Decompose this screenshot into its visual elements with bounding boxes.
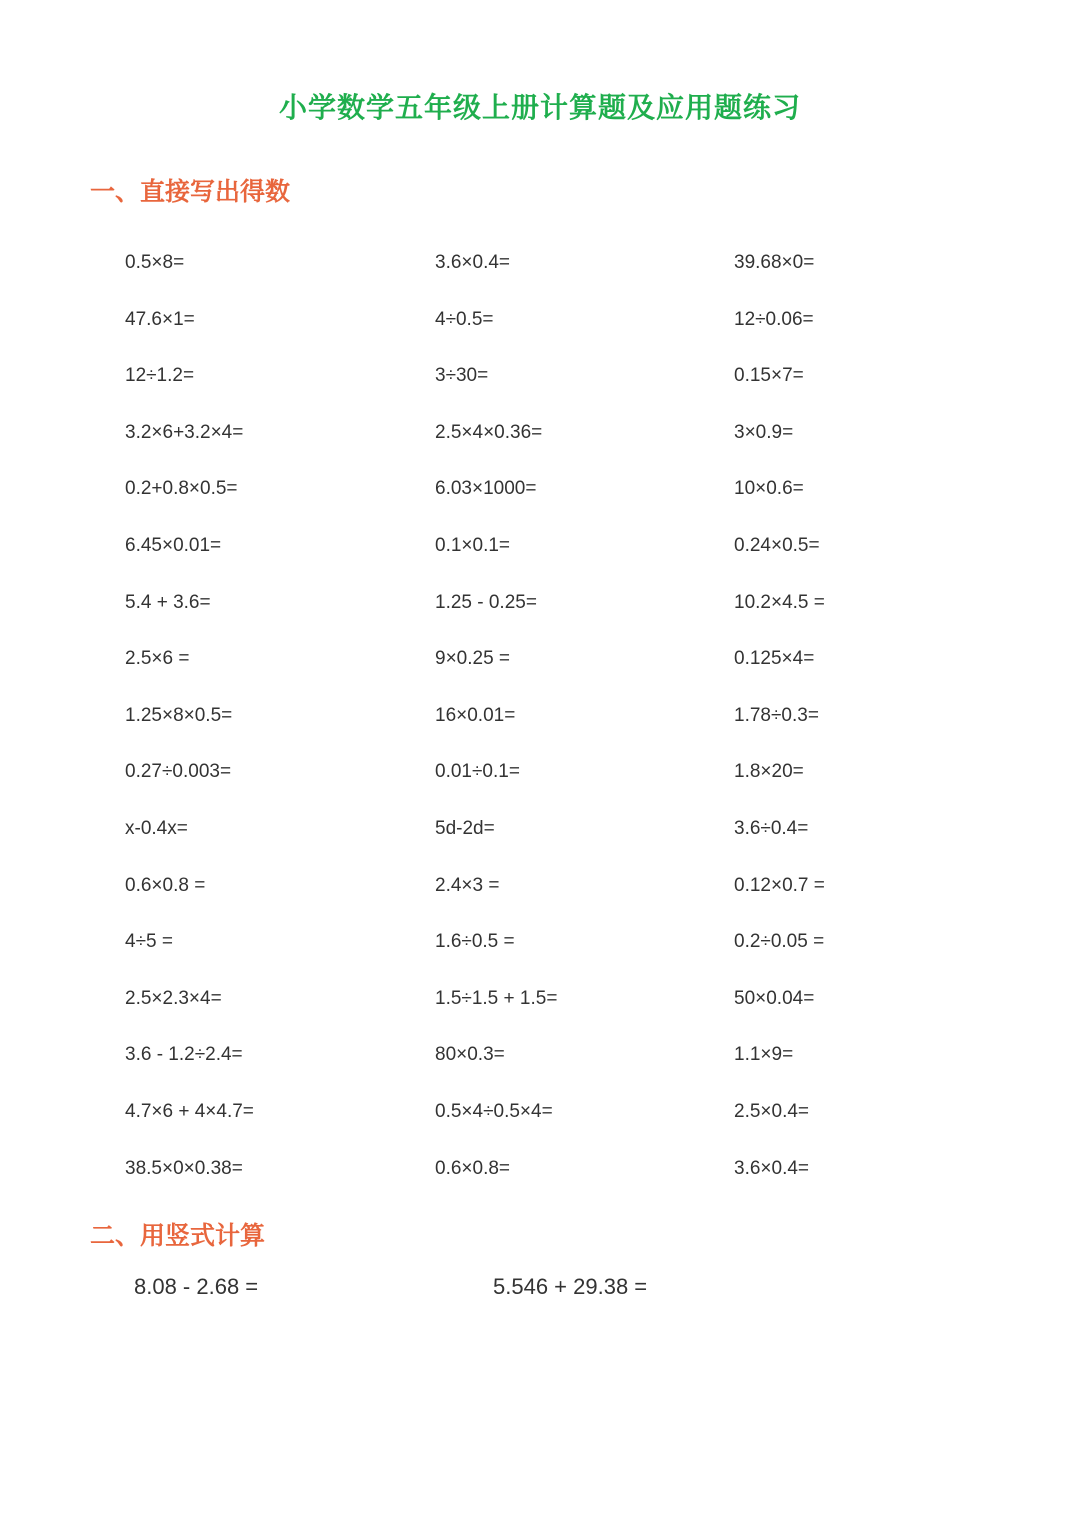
problem-row	[0, 1101, 1080, 1158]
problem-item: 3.6×0.4=	[734, 1157, 810, 1179]
problem-item: 0.5×4÷0.5×4=	[435, 1100, 553, 1122]
mental-math-grid	[0, 252, 1080, 1214]
problem-item: 0.2+0.8×0.5=	[125, 478, 238, 500]
problem-item: 1.25 - 0.25=	[435, 591, 537, 613]
problem-item: 0.2÷0.05 =	[734, 931, 825, 953]
vertical-problem: 5.546 + 29.38 =	[493, 1274, 648, 1299]
problem-item: 0.5×8=	[125, 252, 185, 273]
problem-item: 0.6×0.8 =	[125, 874, 206, 896]
problem-item: 2.4×3 =	[435, 874, 500, 896]
problem-item: 4÷0.5=	[435, 308, 494, 330]
problem-item: 4÷5 =	[125, 931, 173, 953]
problem-item: 0.6×0.8=	[435, 1157, 511, 1179]
problem-item: 6.45×0.01=	[125, 534, 222, 556]
problem-item: 0.1×0.1=	[435, 534, 511, 556]
problem-item: 10.2×4.5 =	[734, 591, 825, 613]
problem-item: 2.5×6 =	[125, 648, 190, 670]
problem-item: 9×0.25 =	[435, 648, 511, 670]
problem-item: 1.78÷0.3=	[734, 704, 819, 726]
problem-item: 50×0.04=	[734, 987, 815, 1009]
problem-row	[0, 931, 1080, 988]
problem-item: 10×0.6=	[734, 478, 804, 500]
problem-row	[0, 252, 1080, 309]
problem-item: 16×0.01=	[435, 704, 516, 726]
section-heading-direct-answers: 一、直接写出得数	[90, 177, 291, 206]
problem-item: 1.1×9=	[734, 1044, 794, 1066]
problem-item: 0.12×0.7 =	[734, 874, 825, 896]
section-heading-vertical-calculation: 二、用竖式计算	[90, 1221, 266, 1250]
problem-row	[0, 365, 1080, 422]
problem-row	[0, 818, 1080, 875]
problem-row	[0, 705, 1080, 762]
problem-row	[0, 648, 1080, 705]
problem-item: 0.125×4=	[734, 648, 815, 670]
problem-item: 2.5×2.3×4=	[125, 987, 222, 1009]
problem-row	[0, 988, 1080, 1045]
problem-item: 0.15×7=	[734, 365, 804, 387]
vertical-problem: 8.08 - 2.68 =	[134, 1274, 259, 1299]
problem-item: 1.8×20=	[734, 761, 804, 783]
problem-row	[0, 1044, 1080, 1101]
problem-row	[0, 535, 1080, 592]
problem-item: 3.6÷0.4=	[734, 817, 809, 839]
problem-item: 12÷0.06=	[734, 308, 814, 330]
problem-item: 12÷1.2=	[125, 365, 195, 387]
problem-item: 2.5×0.4=	[734, 1100, 810, 1122]
page-title: 小学数学五年级上册计算题及应用题练习	[278, 91, 801, 124]
problem-item: 1.5÷1.5 + 1.5=	[435, 987, 558, 1009]
problem-row	[0, 309, 1080, 366]
problem-item: 0.01÷0.1=	[435, 761, 520, 783]
problem-item: x-0.4x=	[125, 817, 188, 839]
problem-item: 0.24×0.5=	[734, 534, 820, 556]
problem-item: 5d-2d=	[435, 817, 495, 839]
problem-item: 3.6 - 1.2÷2.4=	[125, 1044, 243, 1066]
problem-item: 2.5×4×0.36=	[435, 421, 543, 443]
problem-item: 47.6×1=	[125, 308, 195, 330]
problem-item: 4.7×6 + 4×4.7=	[125, 1100, 254, 1122]
problem-item: 3×0.9=	[734, 421, 794, 443]
problem-item: 3.6×0.4=	[435, 252, 511, 273]
problem-item: 38.5×0×0.38=	[125, 1157, 243, 1179]
problem-item: 3÷30=	[435, 365, 489, 387]
problem-row	[0, 761, 1080, 818]
problem-row	[0, 422, 1080, 479]
problem-row	[0, 592, 1080, 649]
problem-item: 80×0.3=	[435, 1044, 505, 1066]
problem-item: 0.27÷0.003=	[125, 761, 232, 783]
problem-item: 1.6÷0.5 =	[435, 931, 515, 953]
problem-item: 6.03×1000=	[435, 478, 537, 500]
problem-item: 1.25×8×0.5=	[125, 704, 233, 726]
problem-item: 3.2×6+3.2×4=	[125, 421, 244, 443]
problem-row	[0, 875, 1080, 932]
problem-item: 39.68×0=	[734, 252, 815, 273]
problem-item: 5.4 + 3.6=	[125, 591, 211, 613]
problem-row	[0, 1158, 1080, 1215]
problem-row	[0, 478, 1080, 535]
